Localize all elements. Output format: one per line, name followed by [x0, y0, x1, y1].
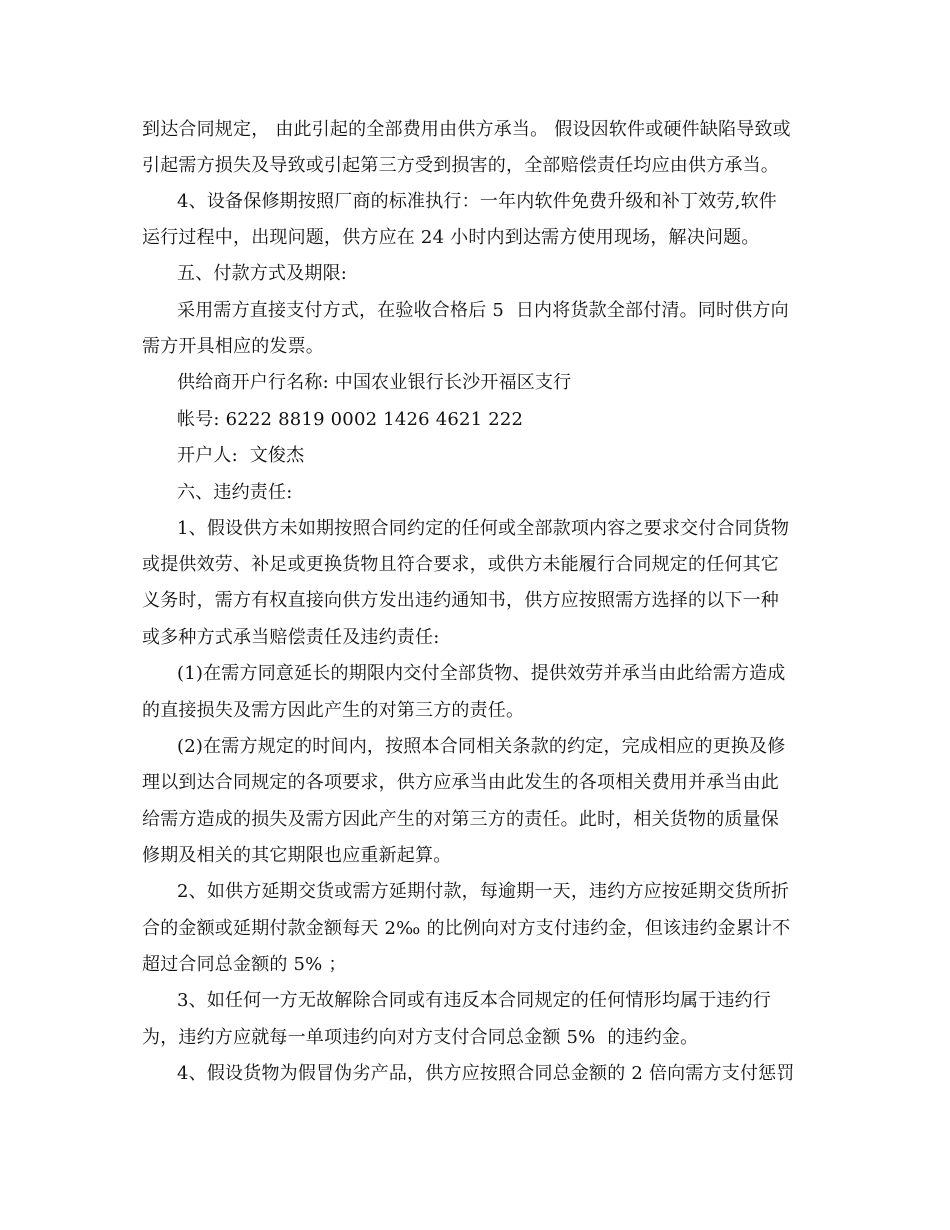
text-line: (1)在需方同意延长的期限内交付全部货物、提供效劳并承当由此给需方造成	[177, 663, 786, 684]
text-line: 4、设备保修期按照厂商的标准执行：一年内软件免费升级和补丁效劳,软件	[177, 191, 777, 212]
text-line: 2、如供方延期交货或需方延期付款，每逾期一天，违约方应按延期交货所折	[177, 881, 790, 902]
text-line: 帐号: 6222 8819 0002 1426 4621 222	[177, 409, 524, 430]
text-line: (2)在需方规定的时间内，按照本合同相关条款的约定，完成相应的更换及修	[177, 736, 786, 757]
text-line: 到达合同规定， 由此引起的全部费用由供方承当。 假设因软件或硬件缺陷导致或	[142, 119, 791, 140]
section-heading: 六、违约责任:	[177, 482, 293, 503]
text-line: 超过合同总金额的 5% ；	[142, 954, 347, 975]
text-line: 4、假设货物为假冒伪劣产品，供方应按照合同总金额的 2 倍向需方支付惩罚	[177, 1063, 795, 1084]
text-line: 理以到达合同规定的各项要求，供方应承当由此发生的各项相关费用并承当由此	[142, 772, 779, 793]
text-line: 合的金额或延期付款金额每天 2‰ 的比例向对方支付违约金，但该违约金累计不	[142, 918, 791, 939]
text-line: 或多种方式承当赔偿责任及违约责任:	[142, 627, 440, 648]
text-line: 运行过程中，出现问题，供方应在 24 小时内到达需方使用现场，解决问题。	[142, 227, 760, 248]
text-line: 修期及相关的其它期限也应重新起算。	[142, 845, 452, 866]
text-line: 供给商开户行名称: 中国农业银行长沙开福区支行	[177, 372, 572, 393]
text-line: 需方开具相应的发票。	[142, 336, 324, 357]
section-heading: 五、付款方式及期限:	[177, 263, 348, 284]
text-line: 3、如任何一方无故解除合同或有违反本合同规定的任何情形均属于违约行	[177, 990, 772, 1011]
text-line: 开户人: 文俊杰	[177, 445, 305, 466]
text-line: 为，违约方应就每一单项违约向对方支付合同总金额 5% 的违约金。	[142, 1027, 699, 1048]
text-line: 采用需方直接支付方式，在验收合格后 5 日内将货款全部付清。同时供方向	[177, 300, 789, 321]
text-line: 或提供效劳、补足或更换货物且符合要求，或供方未能履行合同规定的任何其它	[142, 554, 779, 575]
text-line: 1、假设供方未如期按照合同约定的任何或全部款项内容之要求交付合同货物	[177, 518, 790, 539]
text-line: 给需方造成的损失及需方因此产生的对第三方的责任。此时，相关货物的质量保	[142, 809, 779, 830]
text-line: 义务时，需方有权直接向供方发出违约通知书，供方应按照需方选择的以下一种	[142, 590, 779, 611]
text-line: 引起需方损失及导致或引起第三方受到损害的，全部赔偿责任均应由供方承当。	[142, 155, 779, 176]
text-line: 的直接损失及需方因此产生的对第三方的责任。	[142, 700, 525, 721]
